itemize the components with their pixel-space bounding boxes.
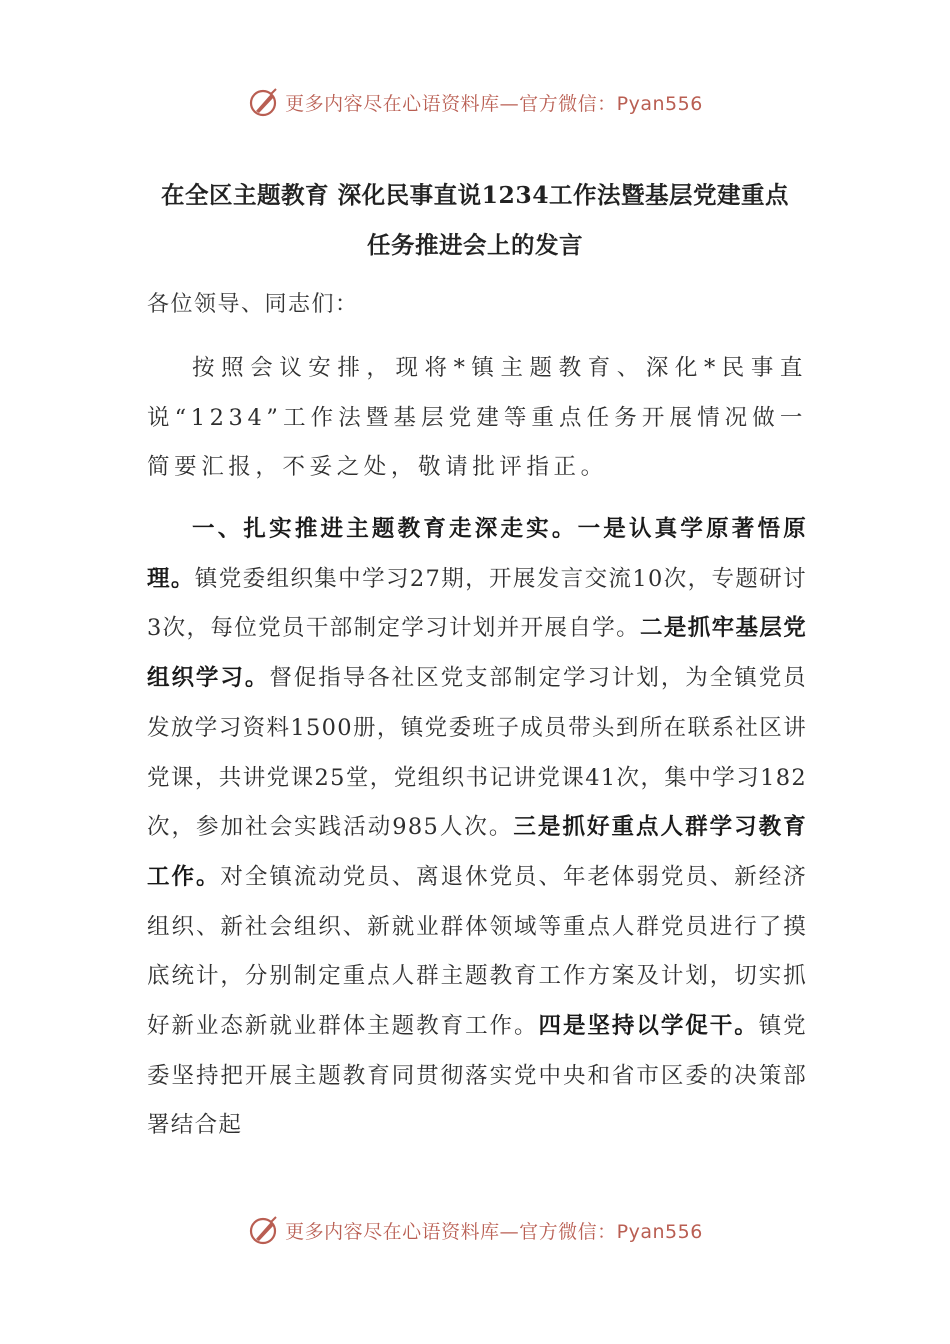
point-2-text: 督促指导各社区党支部制定学习计划，为全镇党员发放学习资料1500册，镇党委班子成员带头到所在联系社区讲党课，共讲党课25堂，党组织书记讲党课41次，集中学习182次，参加社会实践活动985人次。: [147, 665, 807, 841]
point-4-text: 镇党委坚持把开展主题教育同贯彻落实党中央和省市区委的决策部署结合起: [147, 1013, 807, 1139]
document-title: [135, 170, 815, 270]
wechat-id: Pyan556: [616, 92, 703, 115]
title-line-2: 任务推进会上的发言: [367, 231, 583, 259]
point-2-heading: 二是抓牢基层党组织学习。: [147, 615, 807, 692]
pen-circle-icon: [247, 1213, 281, 1247]
point-4-heading: 四是坚持以学促干。: [538, 1013, 759, 1040]
pen-circle-icon: [247, 85, 281, 119]
point-1-heading: 一是认真学原著悟原理。: [147, 516, 807, 592]
watermark-text: 更多内容尽在心语资料库—官方微信：Pyan556: [285, 1220, 703, 1243]
intro-paragraph: 按照会议安排，现将*镇主题教育、深化*民事直说“1234”工作法暨基层党建等重点任务开展情况做一简要汇报，不妥之处，敬请批评指正。: [147, 355, 807, 481]
point-3-heading: 三是抓好重点人群学习教育工作。: [147, 814, 807, 890]
section-1-paragraph: [147, 505, 807, 1151]
wechat-id: Pyan556: [616, 1220, 703, 1243]
watermark-banner-top: [0, 82, 950, 122]
title-line-1: 在全区主题教育 深化民事直说1234工作法暨基层党建重点: [160, 181, 790, 209]
point-3-text: 对全镇流动党员、离退休党员、年老体弱党员、新经济组织、新社会组织、新就业群体领域等重点人群党员进行了摸底统计，分别制定重点人群主题教育工作方案及计划，切实抓好新业态新就业群体主题教育工作。: [147, 863, 808, 1040]
point-1-text: 镇党委组织集中学习27期，开展发言交流10次，专题研讨3次，每位党员干部制定学习计划并开展自学。: [147, 565, 807, 642]
watermark-banner-bottom: [0, 1210, 950, 1250]
section-1-heading: 一、扎实推进主题教育走深走实。: [192, 516, 578, 542]
greeting: 各位领导、同志们：: [147, 292, 359, 317]
watermark-text: 更多内容尽在心语资料库—官方微信：Pyan556: [285, 92, 703, 115]
